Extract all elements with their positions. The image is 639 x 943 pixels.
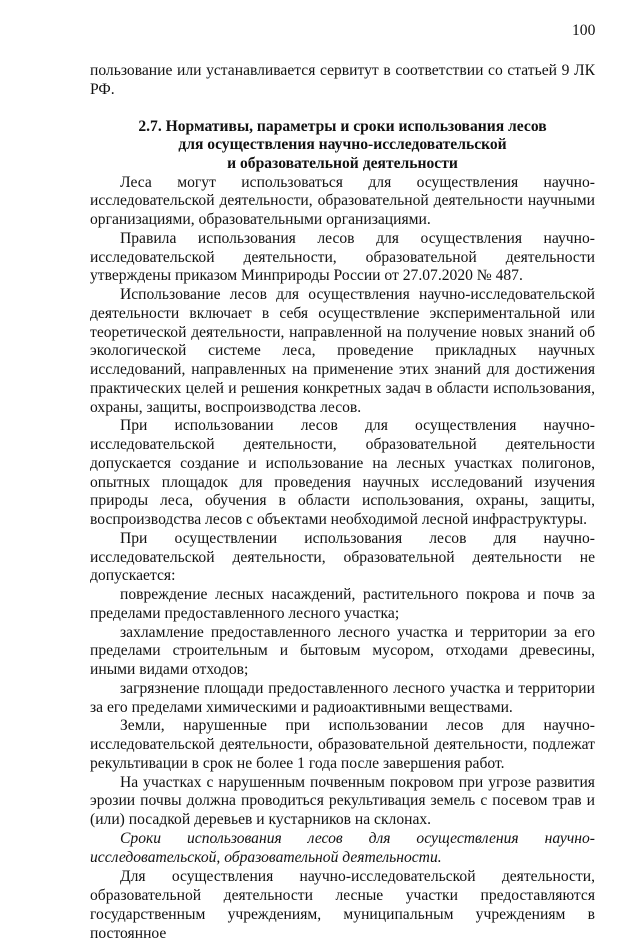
paragraph: Леса могут использоваться для осуществления научно-исследовательской деятельности, образовательной деятельности научными организациями, образовательными организациями.	[90, 173, 595, 229]
paragraph: Для осуществления научно-исследовательской деятельности, образовательной деятельности лесные участки предоставляются государственным учреждениям, муниципальным учреждениям в постоянное	[90, 868, 595, 942]
section-heading-line: и образовательной деятельности	[227, 154, 458, 172]
paragraph: Правила использования лесов для осуществления научно-исследовательской деятельности, образовательной деятельности утверждены приказом Минприроды России от 27.07.2020 № 487.	[90, 229, 595, 285]
document-body	[90, 62, 595, 943]
paragraph: Использование лесов для осуществления научно-исследовательской деятельности включает в себя осуществление экспериментальной или теоретической деятельности, направленной на получение новых знаний об экологической системе леса, проведение прикладных научных исследований, направленных на применение этих знаний для достижения практических целей и решения конкретных задач в области использования, охраны, защиты, воспроизводства лесов.	[90, 286, 595, 416]
italic-subheading: Сроки использования лесов для осуществления научно-исследовательской, образовательной деятельности.	[90, 829, 595, 866]
list-item: загрязнение площади предоставленного лесного участка и территории за его пределами химическими и радиоактивными веществами.	[90, 679, 595, 716]
paragraph: При использовании лесов для осуществления научно-исследовательской деятельности, образовательной деятельности допускается создание и использование на лесных участках полигонов, опытных площадок для проведения научных исследований изучения природы леса, обучения в области использования, охраны, защиты, воспроизводства лесов с объектами необходимой лесной инфраструктуры.	[90, 417, 595, 529]
paragraph: Земли, нарушенные при использовании лесов для научно-исследовательской деятельности, образовательной деятельности, подлежат рекультивации в срок не более 1 года после завершения работ.	[90, 717, 595, 772]
page-number: 100	[572, 22, 596, 39]
paragraph: При осуществлении использования лесов для научно-исследовательской деятельности, образовательной деятельности не допускается:	[90, 529, 595, 585]
section-heading-line: 2.7. Нормативы, параметры и сроки использования лесов	[138, 117, 547, 135]
paragraph: На участках с нарушенным почвенным покровом при угрозе развития эрозии почвы должна проводиться рекультивация земель с посевом трав и (или) посадкой деревьев и кустарников на склонах.	[90, 773, 595, 829]
list-item: повреждение лесных насаждений, растительного покрова и почв за пределами предоставленного лесного участка;	[90, 586, 595, 622]
list-item: захламление предоставленного лесного участка и территории за его пределами строительным и бытовым мусором, отходами древесины, иными видами отходов;	[90, 623, 595, 679]
section-heading	[90, 118, 595, 174]
intro-paragraph: пользование или устанавливается сервитут в соответствии со статьей 9 ЛК РФ.	[90, 62, 595, 98]
section-heading-line: для осуществления научно-исследовательской	[178, 136, 507, 154]
